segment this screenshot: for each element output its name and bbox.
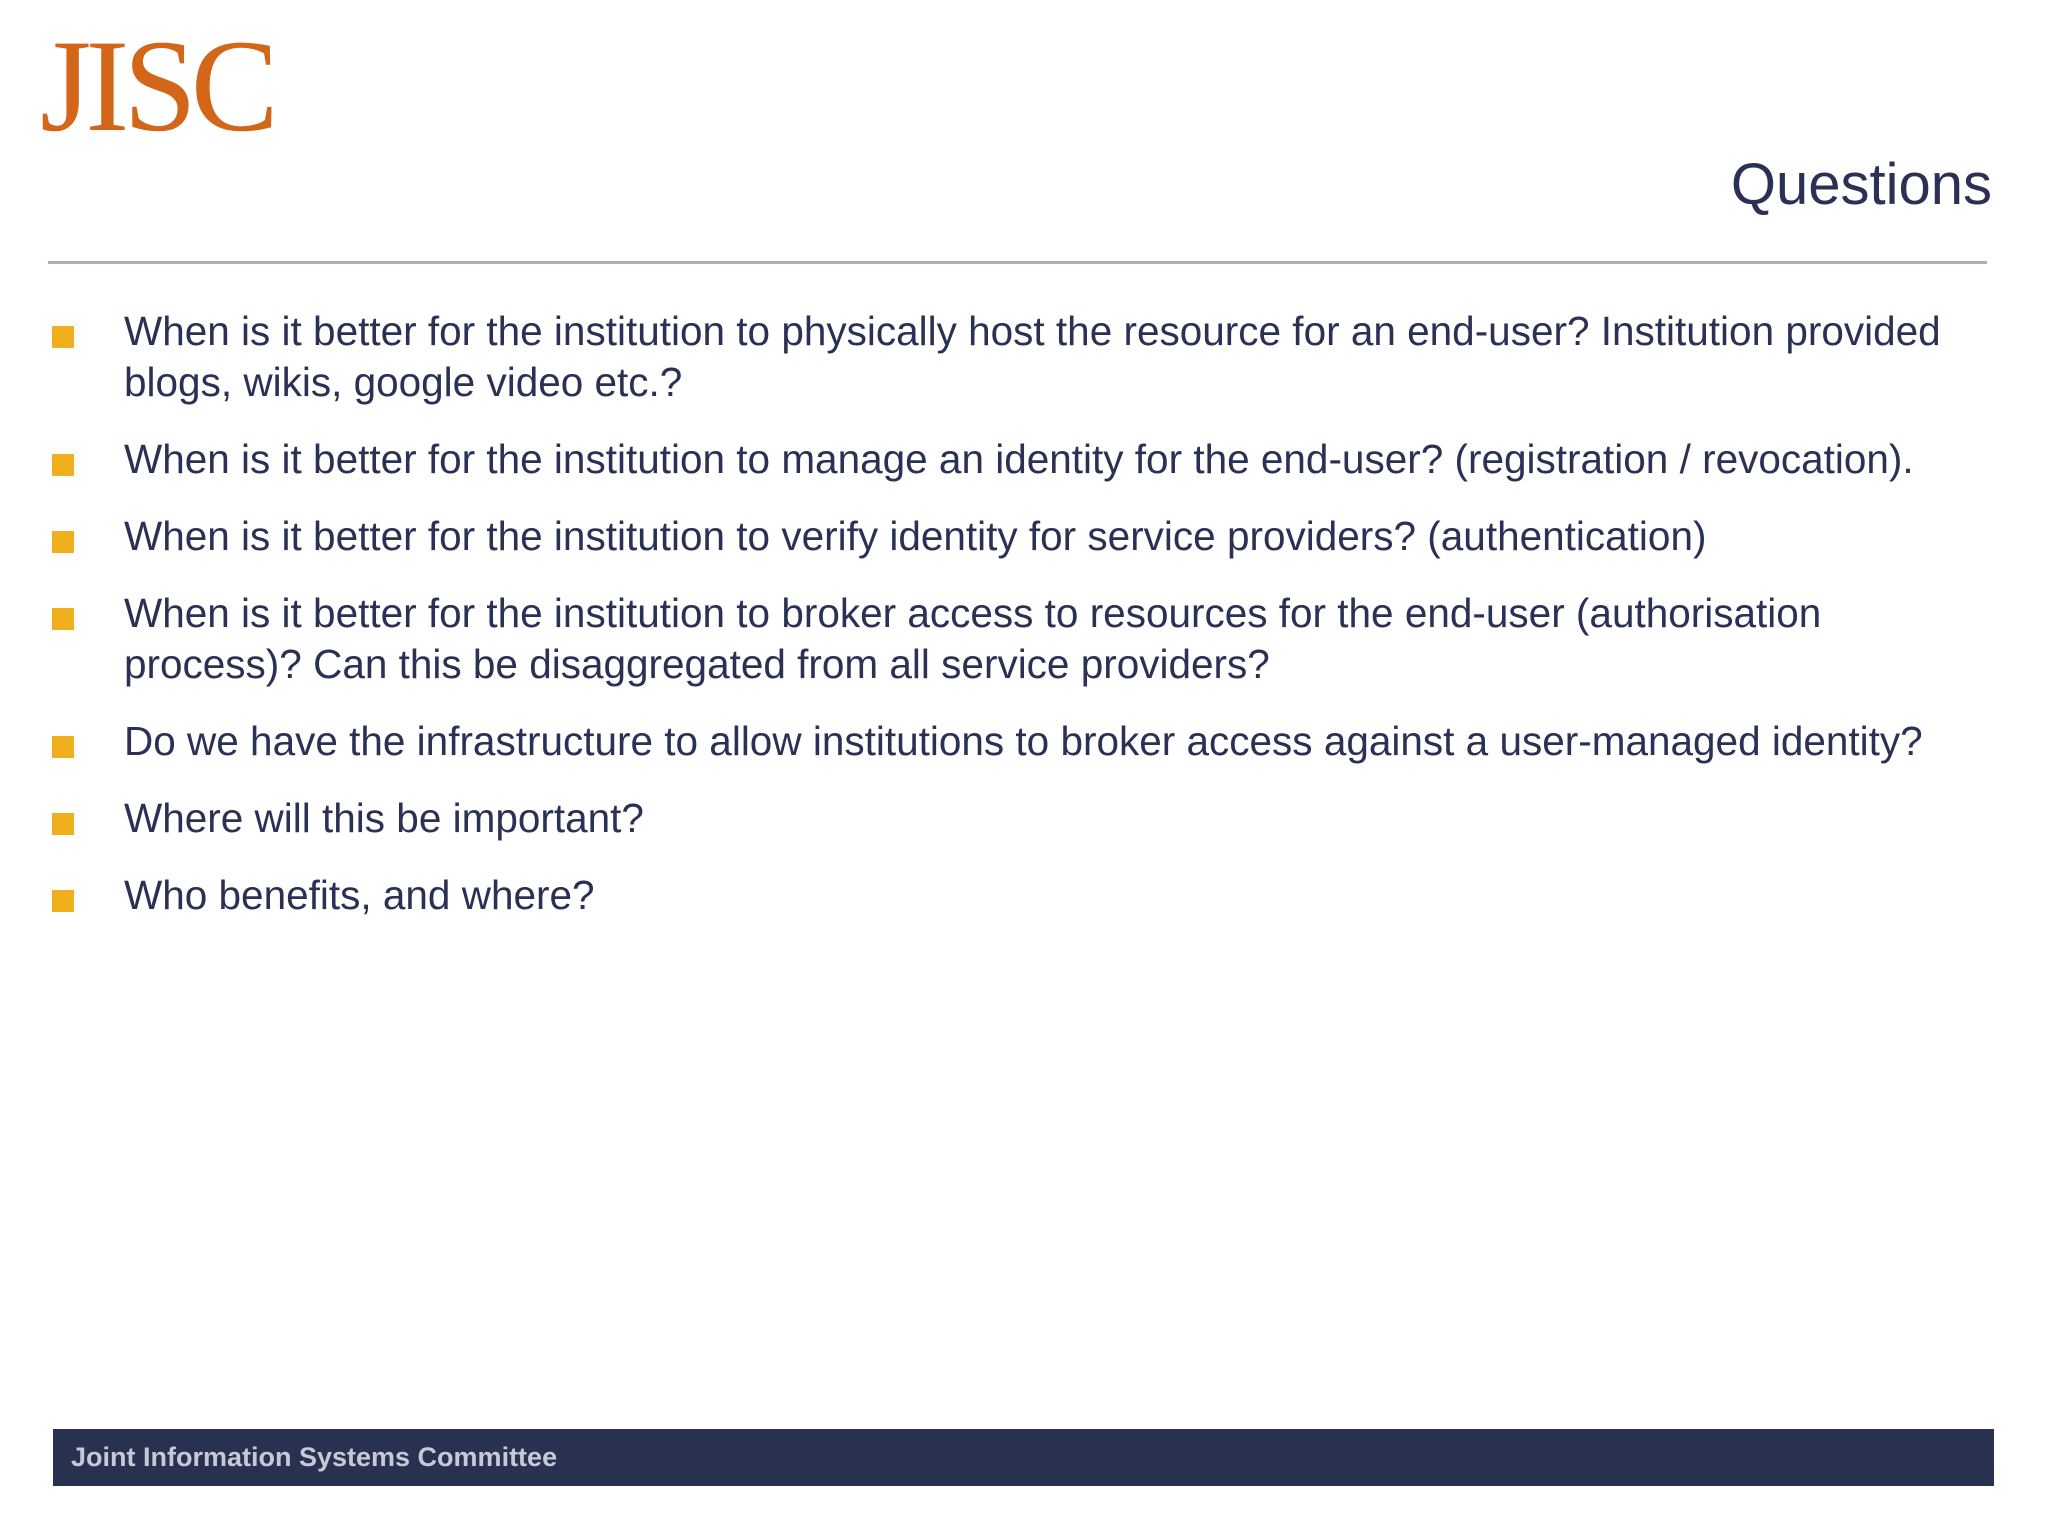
bullet-list [48, 306, 1968, 947]
bullet-item [48, 306, 1968, 408]
title-divider [48, 261, 1987, 264]
square-bullet-icon [52, 608, 74, 630]
square-bullet-icon [52, 326, 74, 348]
slide-title: Questions [1730, 152, 1992, 217]
bullet-text: Do we have the infrastructure to allow institutions to broker access against a user-managed identity? [124, 718, 1923, 764]
square-bullet-icon [52, 813, 74, 835]
bullet-text: When is it better for the institution to physically host the resource for an end-user? Institution provided blogs, wikis, google video etc.? [124, 308, 1941, 405]
jisc-logo: JISC [40, 12, 273, 159]
bullet-text: Where will this be important? [124, 795, 644, 841]
bullet-item [48, 716, 1968, 767]
bullet-text: Who benefits, and where? [124, 872, 595, 918]
footer-text: Joint Information Systems Committee [71, 1442, 558, 1472]
bullet-text: When is it better for the institution to verify identity for service providers? (authentication) [124, 513, 1707, 559]
bullet-item [48, 511, 1968, 562]
bullet-item [48, 870, 1968, 921]
bullet-item [48, 793, 1968, 844]
bullet-text: When is it better for the institution to manage an identity for the end-user? (registration / revocation). [124, 436, 1914, 482]
bullet-text: When is it better for the institution to broker access to resources for the end-user (authorisation process)? Can this be disaggregated from all service providers? [124, 590, 1822, 687]
footer-bar [53, 1429, 1994, 1486]
square-bullet-icon [52, 736, 74, 758]
square-bullet-icon [52, 890, 74, 912]
square-bullet-icon [52, 454, 74, 476]
bullet-item [48, 588, 1968, 690]
bullet-item [48, 434, 1968, 485]
square-bullet-icon [52, 531, 74, 553]
